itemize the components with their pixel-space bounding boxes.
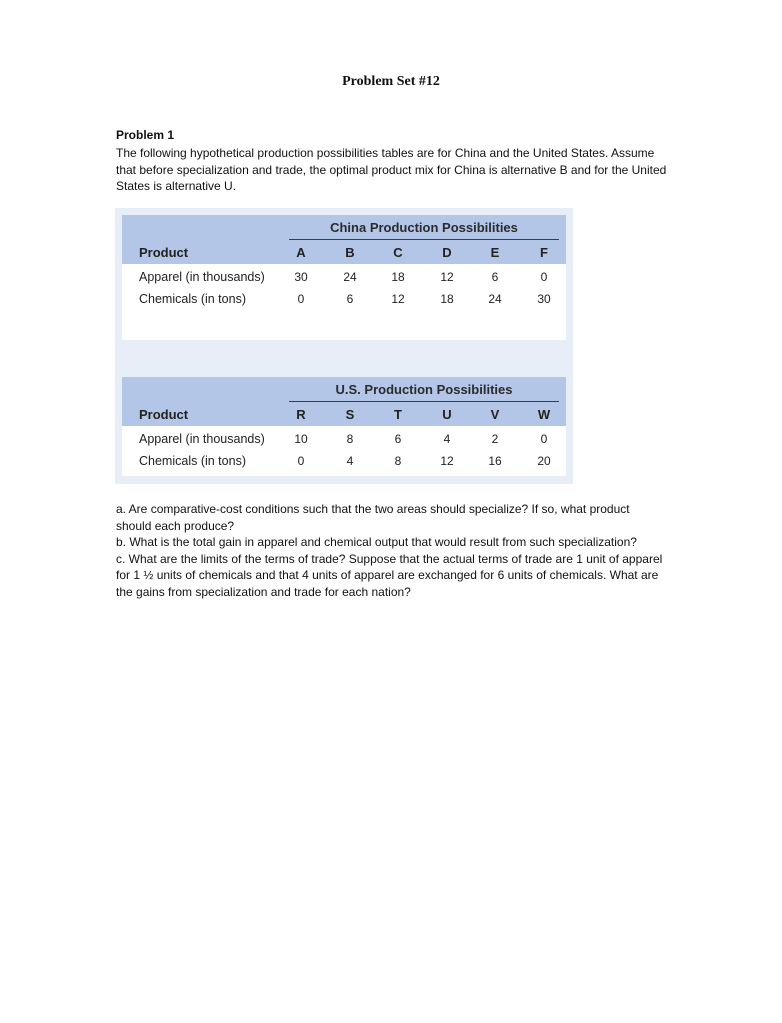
table-cell: 8 [346, 432, 354, 446]
table-cell: 24 [488, 292, 502, 306]
table-cell: 24 [343, 270, 357, 284]
table-cell: 4 [443, 432, 451, 446]
questions-block [116, 501, 664, 600]
table-cell: 30 [294, 270, 308, 284]
question-a: a. Are comparative-cost conditions such that the two areas should specialize? If so, what product should each produce? [116, 502, 630, 533]
us-col-header: V [490, 407, 500, 422]
table-cell: 20 [537, 454, 551, 468]
table-cell: 6 [394, 432, 402, 446]
china-product-label: Product [139, 245, 189, 260]
china-col-header: A [296, 245, 306, 260]
table-cell: 12 [391, 292, 405, 306]
china-row-label: Chemicals (in tons) [139, 292, 246, 306]
table-cell: 6 [491, 270, 499, 284]
us-product-label: Product [139, 407, 189, 422]
us-table-title: U.S. Production Possibilities [335, 382, 513, 397]
table-cell: 2 [491, 432, 499, 446]
china-table [122, 215, 566, 340]
us-table [122, 377, 566, 476]
china-table-header [122, 215, 566, 264]
table-cell: 18 [440, 292, 454, 306]
table-cell: 4 [346, 454, 354, 468]
us-col-header: W [537, 407, 551, 422]
china-table-title: China Production Possibilities [330, 220, 518, 235]
china-table-body [122, 264, 566, 314]
question-b: b. What is the total gain in apparel and chemical output that would result from such specialization? [116, 535, 637, 549]
problem-intro: The following hypothetical production possibilities tables are for China and the United States. Assume that before specialization and trade, the optimal product mix for China is alternative B and for the United States is alternative U. [116, 146, 667, 193]
table-cell: 16 [488, 454, 502, 468]
us-col-header: R [296, 407, 306, 422]
china-col-header: E [490, 245, 500, 260]
table-cell: 8 [394, 454, 402, 468]
table-cell: 12 [440, 454, 454, 468]
us-table-header [122, 377, 566, 426]
question-c: c. What are the limits of the terms of trade? Suppose that the actual terms of trade are 1 unit of apparel for 1 ½ units of chemicals and that 4 units of apparel are exchanged for 6 units of chemicals. What are the gains from specialization and trade for each nation? [116, 551, 663, 599]
china-col-header: F [540, 245, 548, 260]
page-title: Problem Set #12 [342, 74, 440, 89]
china-col-header: C [393, 245, 403, 260]
us-col-header: U [442, 407, 452, 422]
problem-heading: Problem 1 [116, 128, 175, 142]
table-cell: 10 [294, 432, 308, 446]
china-col-header: B [345, 245, 355, 260]
table-cell: 0 [540, 270, 548, 284]
table-cell: 12 [440, 270, 454, 284]
us-row-label: Apparel (in thousands) [139, 432, 265, 446]
table-cell: 18 [391, 270, 405, 284]
table-cell: 6 [346, 292, 354, 306]
table-cell: 0 [540, 432, 548, 446]
us-row-label: Chemicals (in tons) [139, 454, 246, 468]
production-possibilities-figure [115, 208, 573, 484]
china-table-padding [122, 314, 566, 340]
table-cell: 0 [297, 292, 305, 306]
us-col-header: T [394, 407, 402, 422]
china-row-label: Apparel (in thousands) [139, 270, 265, 284]
us-title-rule [289, 401, 559, 402]
table-cell: 0 [297, 454, 305, 468]
china-title-rule [289, 239, 559, 240]
us-col-header: S [345, 407, 355, 422]
table-cell: 30 [537, 292, 551, 306]
us-table-body [122, 426, 566, 476]
china-col-header: D [442, 245, 452, 260]
